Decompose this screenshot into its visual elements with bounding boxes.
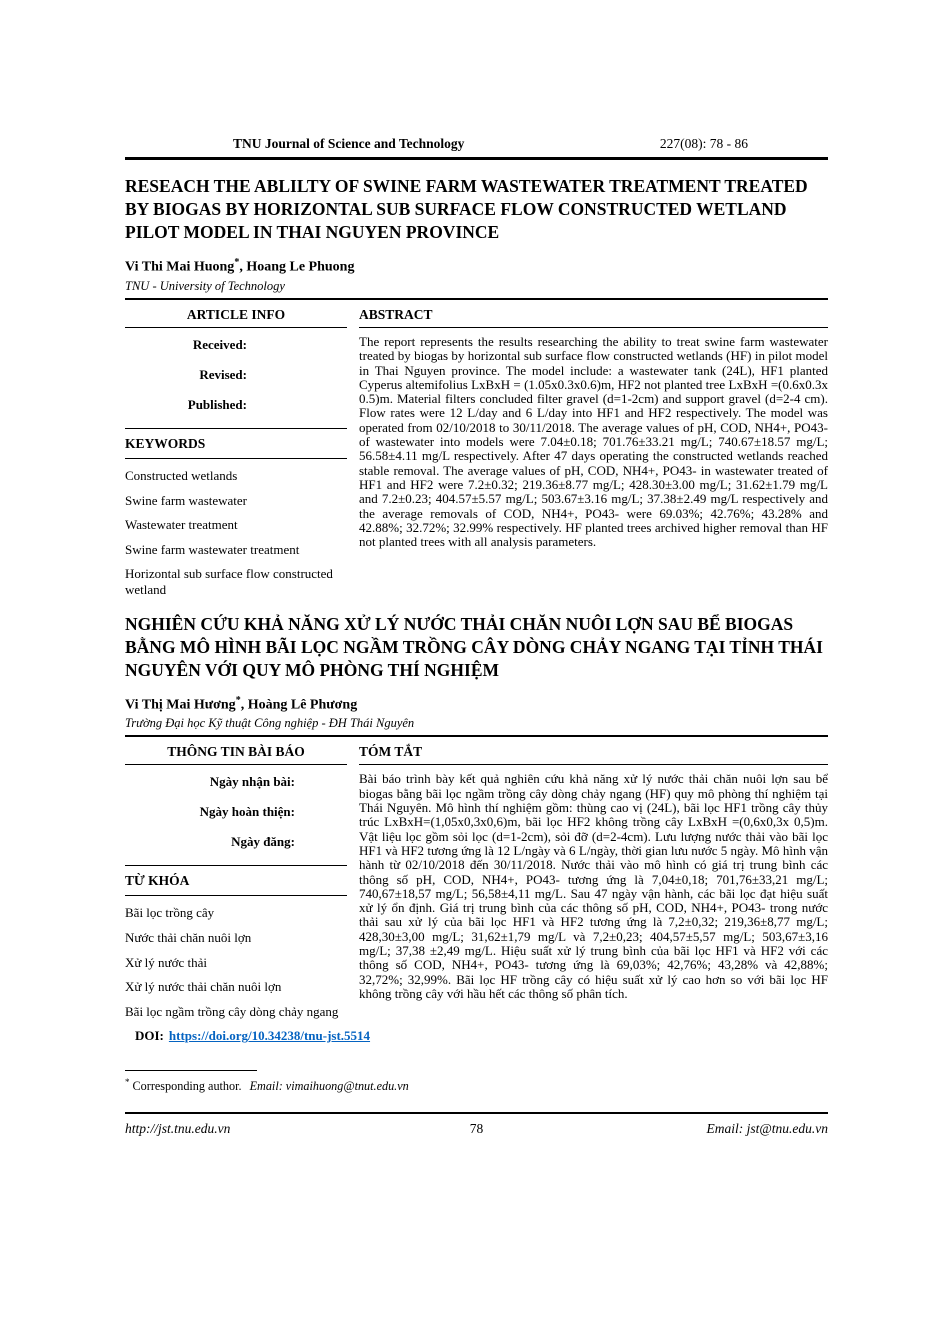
footnote-text: Corresponding author.	[132, 1079, 242, 1094]
corresponding-author-footnote	[125, 1070, 828, 1094]
keywords-box-english	[125, 428, 347, 598]
authors-line-vietnamese	[125, 695, 828, 714]
received-label-vn: Ngày nhận bài:	[209, 774, 295, 790]
keyword-item: Wastewater treatment	[125, 517, 238, 533]
keyword-item: Bãi lọc ngầm trồng cây dòng chảy ngang	[125, 1003, 339, 1019]
article-info-column-vietnamese	[125, 765, 347, 1019]
doi-label: DOI:	[135, 1028, 164, 1044]
author-name: , Hoàng Lê Phương	[240, 697, 358, 713]
keyword-item: Xử lý nước thải	[125, 954, 207, 970]
keyword-item: Constructed wetlands	[125, 467, 238, 483]
published-label-vn: Ngày đăng:	[231, 834, 295, 850]
affiliation-vietnamese: Trường Đại học Kỹ thuật Công nghiệp - ĐH Thái Nguyên	[125, 716, 828, 737]
article-title-english: RESEACH THE ABLILTY OF SWINE FARM WASTEWATER TREATMENT TREATED BY BIOGAS BY HORIZONTAL SUB SURFACE FLOW CONSTRUCTED WETLAND PILOT MODEL IN THAI NGUYEN PROVINCE	[125, 176, 808, 243]
keywords-box-vietnamese	[125, 865, 347, 1019]
keyword-item: Swine farm wastewater treatment	[125, 541, 300, 557]
keyword-item: Swine farm wastewater	[125, 492, 248, 508]
revised-label-vn: Ngày hoàn thiện:	[199, 804, 295, 820]
abstract-text-vietnamese: Bài báo trình bày kết quả nghiên cứu khả năng xử lý nước thải chăn nuôi lợn sau bể biogas bằng bãi lọc ngầm trồng cây dòng chảy ngang (HF) quy mô phòng thí nghiệm tại Thái Nguyên. Mô hình thí nghiệm gồm: thùng cao vị (24L), bãi lọc HF1 trồng cây thủy trúc LxBxH=(1,05x0,3x0,6)m, bãi lọc HF2 không trồng cây LxBxH =(0,6x0,3x 0,5)m. Vật liệu lọc gồm sỏi lọc (d=1-2cm), sỏi đỡ (d=2-4cm). Lưu lượng nước thải vào bãi lọc HF1 và HF2 tương ứng là 12 L/ngày và 6 L/ngày, thời gian lưu nước 5 ngày. Mô hình vận hành từ 02/10/2018 đến 30/11/2018. Nước thải vào mô hình có giá trị trung bình các thông số pH, COD, NH4+, PO43- tương ứng là 7,04±0,18; 701,76±33,21 mg/L; 740,67±18,57 mg/L; 56,58±4,11 mg/L. Sau 47 ngày vận hành, các bãi lọc đạt hiệu suất xử lý ổn định. Giá trị trung bình của các thông số pH, COD, NH4+, PO43- trong nước thải sau xử lý của bãi lọc HF1 và HF2 tương ứng là 7,2±0,32; 219,36±8,77 mg/L; 428,30±3,00 mg/L; 31,62±1,79 mg/L và 7,2±0,23; 404,57±5,57 mg/L; 503,67±3,16 mg/L; 37,38 ±2,49 mg/L. Hiệu suất xử lý trung bình của bãi lọc HF1 và HF2 với các thông số COD, NH4+, PO43- tương ứng là 69,03%; 42,76%; 43,28% và 42,88%; 32,72%; 32,99%. Bãi lọc HF trồng cây có hiệu suất xử lý cao hơn so với bãi lọc HF không trồng cây với hầu hết các thông số phân tích.	[359, 771, 828, 1001]
abstract-header-vn: TÓM TẮT	[359, 737, 828, 765]
page-footer	[125, 1112, 828, 1137]
journal-name: TNU Journal of Science and Technology	[233, 136, 465, 151]
footnote-email: Email: vimaihuong@tnut.edu.vn	[249, 1079, 409, 1094]
author-name: Vi Thi Mai Huong	[125, 259, 235, 275]
authors-line-english	[125, 257, 828, 276]
corresponding-author-mark: *	[235, 694, 241, 706]
doi-row	[135, 1028, 828, 1044]
article-info-table-english	[125, 300, 828, 598]
published-label: Published:	[187, 396, 247, 412]
journal-header	[125, 136, 828, 160]
keyword-item: Horizontal sub surface flow constructed wetland	[125, 566, 333, 597]
revised-label: Revised:	[199, 366, 247, 382]
author-name: Vi Thị Mai Hương	[125, 697, 236, 713]
author-name: , Hoang Le Phuong	[239, 259, 355, 275]
received-label: Received:	[192, 336, 247, 352]
keywords-header-vn: TỪ KHÓA	[125, 866, 347, 896]
footnote-divider	[125, 1070, 257, 1071]
doi-link[interactable]: https://doi.org/10.34238/tnu-jst.5514	[168, 1028, 371, 1044]
footer-page-number: 78	[469, 1121, 484, 1137]
article-title-vietnamese: NGHIÊN CỨU KHẢ NĂNG XỬ LÝ NƯỚC THẢI CHĂN NUÔI LỢN SAU BỂ BIOGAS BẰNG MÔ HÌNH BÃI LỌC NGẦM TRỒNG CÂY DÒNG CHẢY NGANG TẠI TỈNH THÁI NGUYÊN VỚI QUY MÔ PHÒNG THÍ NGHIỆM	[125, 613, 823, 680]
keyword-item: Xử lý nước thải chăn nuôi lợn	[125, 979, 282, 995]
article-info-header: ARTICLE INFO	[125, 300, 347, 328]
affiliation-english: TNU - University of Technology	[125, 279, 828, 300]
keyword-item: Bãi lọc trồng cây	[125, 905, 215, 921]
keyword-item: Nước thải chăn nuôi lợn	[125, 930, 252, 946]
article-info-table-vietnamese	[125, 737, 828, 1019]
keywords-header: KEYWORDS	[125, 429, 347, 459]
abstract-text-english: The report represents the results researching the ability to treat swine farm wastewater treated by biogas by horizontal sub surface flow constructed wetlands (HF) in pilot model in Thai Nguyen province. The model include: a wastewater tank (24L), HF1 planted Cyperus altemifolius LxBxH = (1.05x0.3x0.6)m, HF2 not planted tree LxBxH =(0.6x0.3x 0.5)m. Material filters concluded filter gravel (d=1-2cm) and support gravel (d=2-4 cm). Flow rates were 12 L/day and 6 L/day into HF1 and HF2 respectively. The model was operated from 02/10/2018 to 30/11/2018. The average values of pH, COD, NH4+, PO43- of wastewater into models were 7.04±0.18; 701.76±33.21 mg/L; 740.67±18.57 mg/L; 56.58±4.11 mg/L respectively. After 47 days operating the constructed wetlands reached stable removal. The average values of pH, COD, NH4+, PO43- in wastewater treated of HF1 and HF2 were 7.2±0.32; 219.36±8.77 mg/L; 428.30±3.00 mg/L; 31.62±1.79 mg/L and 7.2±0.23; 404.57±5.57 mg/L; 503.67±3.16 mg/L; 37.38±2.49 mg/L respectively and the average removals of COD, NH4+, PO43- were 69.03%; 42.76%; 43.28% and 42.88%; 32.72%; 32.99% respectively. HF planted trees archived higher removal than HF not planted trees with all analysis parameters.	[359, 333, 828, 550]
abstract-header: ABSTRACT	[359, 300, 828, 328]
article-info-column-english	[125, 328, 347, 598]
footer-journal-url: http://jst.tnu.edu.vn	[125, 1121, 231, 1137]
journal-issue-pages: 227(08): 78 - 86	[659, 136, 748, 151]
footnote-marker: *	[125, 1077, 130, 1088]
footer-email: Email: jst@tnu.edu.vn	[706, 1121, 828, 1137]
article-info-header-vn: THÔNG TIN BÀI BÁO	[125, 737, 347, 765]
corresponding-author-mark: *	[234, 257, 240, 269]
